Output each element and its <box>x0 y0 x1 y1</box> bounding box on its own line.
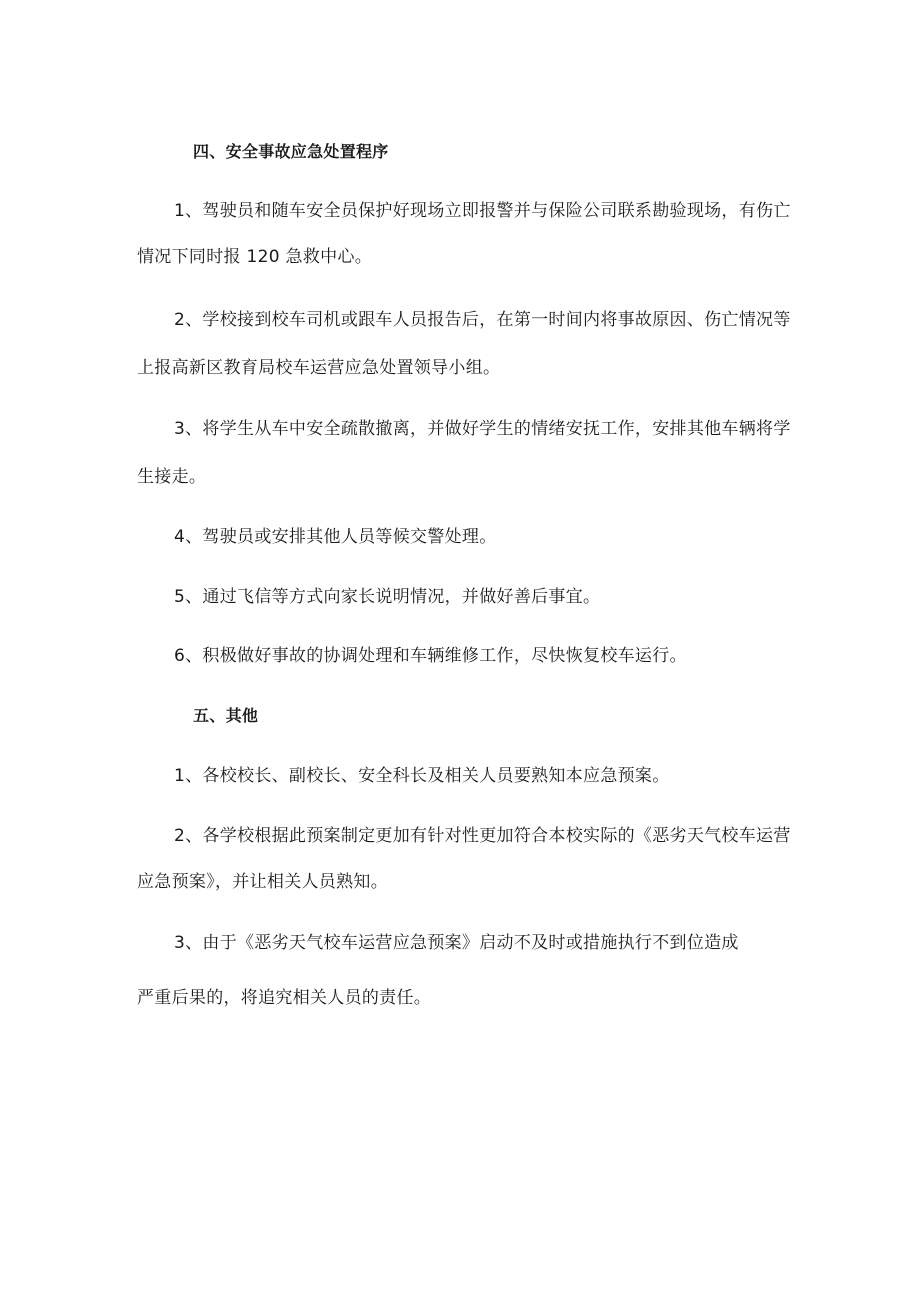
section-4-heading: 四、安全事故应急处置程序 <box>193 142 389 161</box>
section-4-item-2-line-1: 2、学校接到校车司机或跟车人员报告后，在第一时间内将事故原因、伤亡情况等 <box>174 310 791 330</box>
section-5-item-3-line-1: 3、由于《恶劣天气校车运营应急预案》启动不及时或措施执行不到位造成 <box>174 933 739 953</box>
section-5-item-1: 1、各校校长、副校长、安全科长及相关人员要熟知本应急预案。 <box>174 766 670 786</box>
section-5-heading: 五、其他 <box>193 706 259 725</box>
section-5-item-3-line-2: 严重后果的，将追究相关人员的责任。 <box>137 988 432 1008</box>
section-4-item-3-line-2: 生接走。 <box>137 467 207 487</box>
section-5-item-2-line-2: 应急预案》，并让相关人员熟知。 <box>137 872 388 892</box>
section-4-item-1-line-2: 情况下同时报 120 急救中心。 <box>137 247 373 267</box>
section-4-item-2-line-2: 上报高新区教育局校车运营应急处置领导小组。 <box>137 358 501 378</box>
section-5-item-2-line-1: 2、各学校根据此预案制定更加有针对性更加符合本校实际的《恶劣天气校车运营 <box>174 826 791 846</box>
section-4-item-6: 6、积极做好事故的协调处理和车辆维修工作，尽快恢复校车运行。 <box>174 646 687 666</box>
section-4-item-1-line-1: 1、驾驶员和随车安全员保护好现场立即报警并与保险公司联系勘验现场，有伤亡 <box>174 201 791 221</box>
section-4-item-4: 4、驾驶员或安排其他人员等候交警处理。 <box>174 527 497 547</box>
section-4-item-5: 5、通过飞信等方式向家长说明情况，并做好善后事宜。 <box>174 587 601 607</box>
section-4-item-3-line-1: 3、将学生从车中安全疏散撤离，并做好学生的情绪安抚工作，安排其他车辆将学 <box>174 419 791 439</box>
